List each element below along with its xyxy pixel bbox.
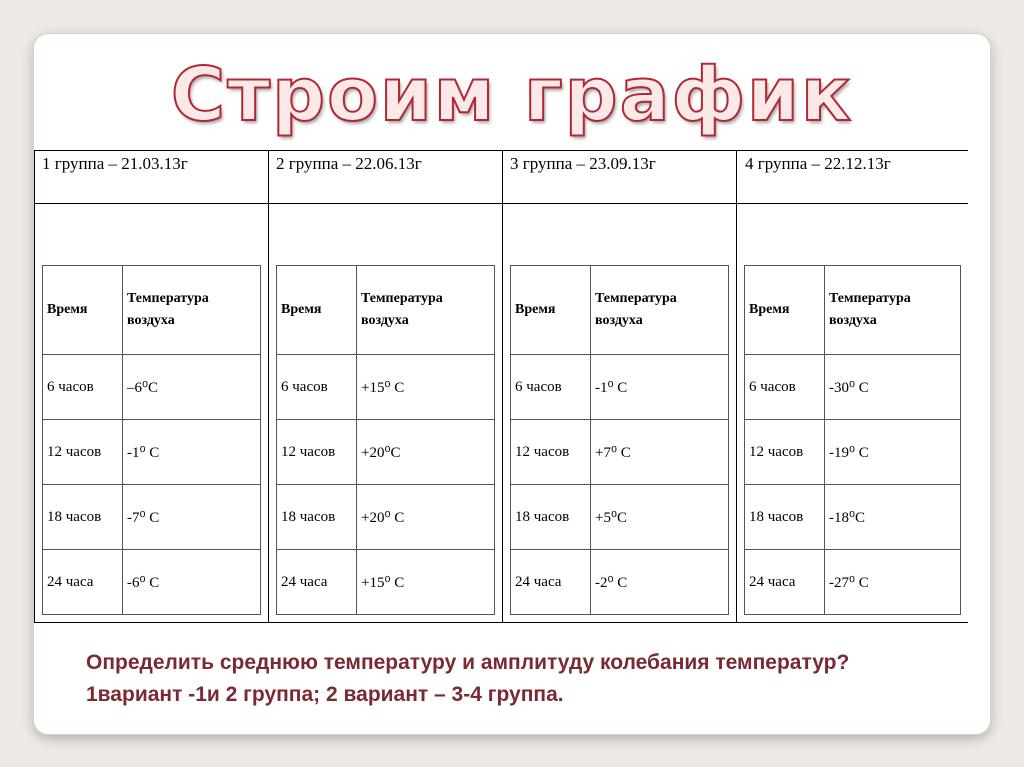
temperature-cell: +20⁰ С	[357, 485, 495, 550]
table-row	[43, 420, 261, 485]
table-header-row	[511, 266, 729, 355]
table-row	[745, 550, 961, 615]
table-row	[745, 420, 961, 485]
temperature-column-header: Температура воздуха	[357, 266, 495, 355]
time-column-header: Время	[745, 266, 825, 355]
task-question: Определить среднюю температуру и амплитуду колебания температур? 1вариант -1и 2 группа; 2 вариант – 3-4 группа.	[86, 651, 850, 706]
time-cell: 12 часов	[745, 420, 825, 485]
table-row	[277, 550, 495, 615]
outer-table-header-divider	[34, 203, 968, 204]
temperature-cell: +15⁰ С	[357, 355, 495, 420]
time-cell: 24 часа	[745, 550, 825, 615]
outer-table-left-border	[34, 150, 35, 623]
group-1-header: 1 группа – 21.03.13г	[42, 154, 188, 173]
slide-title: Строим график	[170, 52, 854, 138]
table-header-row	[277, 266, 495, 355]
table-row	[745, 355, 961, 420]
group-2-table	[276, 265, 495, 615]
group-1-table	[42, 265, 261, 615]
outer-table-top-border	[34, 150, 968, 151]
table-row	[43, 355, 261, 420]
temperature-cell: +7⁰ С	[591, 420, 729, 485]
temperature-column-header: Температура воздуха	[123, 266, 261, 355]
group-2-header: 2 группа – 22.06.13г	[276, 154, 422, 173]
table-row	[43, 485, 261, 550]
table-row	[511, 355, 729, 420]
time-cell: 6 часов	[745, 355, 825, 420]
outer-table-bottom-border	[34, 622, 968, 623]
table-row	[277, 485, 495, 550]
temperature-cell: +15⁰ С	[357, 550, 495, 615]
time-cell: 18 часов	[511, 485, 591, 550]
time-cell: 18 часов	[745, 485, 825, 550]
outer-table-divider-3	[736, 150, 737, 623]
time-cell: 12 часов	[511, 420, 591, 485]
time-cell: 6 часов	[511, 355, 591, 420]
temperature-cell: -7⁰ С	[123, 485, 261, 550]
time-cell: 18 часов	[277, 485, 357, 550]
outer-table-divider-2	[502, 150, 503, 623]
table-row	[745, 485, 961, 550]
time-cell: 12 часов	[277, 420, 357, 485]
time-cell: 6 часов	[43, 355, 123, 420]
table-row	[511, 420, 729, 485]
group-3-table	[510, 265, 729, 615]
temperature-cell: +5⁰С	[591, 485, 729, 550]
time-cell: 18 часов	[43, 485, 123, 550]
outer-table-divider-1	[268, 150, 269, 623]
table-row	[277, 420, 495, 485]
table-row	[43, 550, 261, 615]
table-row	[511, 485, 729, 550]
group-3-header: 3 группа – 23.09.13г	[510, 154, 656, 173]
temperature-cell: -2⁰ С	[591, 550, 729, 615]
temperature-cell: -1⁰ С	[123, 420, 261, 485]
time-column-header: Время	[511, 266, 591, 355]
time-cell: 24 часа	[511, 550, 591, 615]
temperature-column-header: Температура воздуха	[825, 266, 961, 355]
temperature-column-header: Температура воздуха	[591, 266, 729, 355]
temperature-cell: -30⁰ С	[825, 355, 961, 420]
group-4-header: 4 группа – 22.12.13г	[745, 154, 891, 173]
time-cell: 24 часа	[43, 550, 123, 615]
table-header-row	[43, 266, 261, 355]
temperature-cell: -6⁰ С	[123, 550, 261, 615]
time-cell: 24 часа	[277, 550, 357, 615]
table-header-row	[745, 266, 961, 355]
temperature-cell: -18⁰С	[825, 485, 961, 550]
temperature-cell: –6⁰С	[123, 355, 261, 420]
table-row	[277, 355, 495, 420]
group-4-table	[744, 265, 961, 615]
temperature-cell: -27⁰ С	[825, 550, 961, 615]
temperature-cell: -19⁰ С	[825, 420, 961, 485]
time-column-header: Время	[277, 266, 357, 355]
temperature-cell: -1⁰ С	[591, 355, 729, 420]
time-cell: 12 часов	[43, 420, 123, 485]
temperature-cell: +20⁰С	[357, 420, 495, 485]
time-cell: 6 часов	[277, 355, 357, 420]
time-column-header: Время	[43, 266, 123, 355]
table-row	[511, 550, 729, 615]
